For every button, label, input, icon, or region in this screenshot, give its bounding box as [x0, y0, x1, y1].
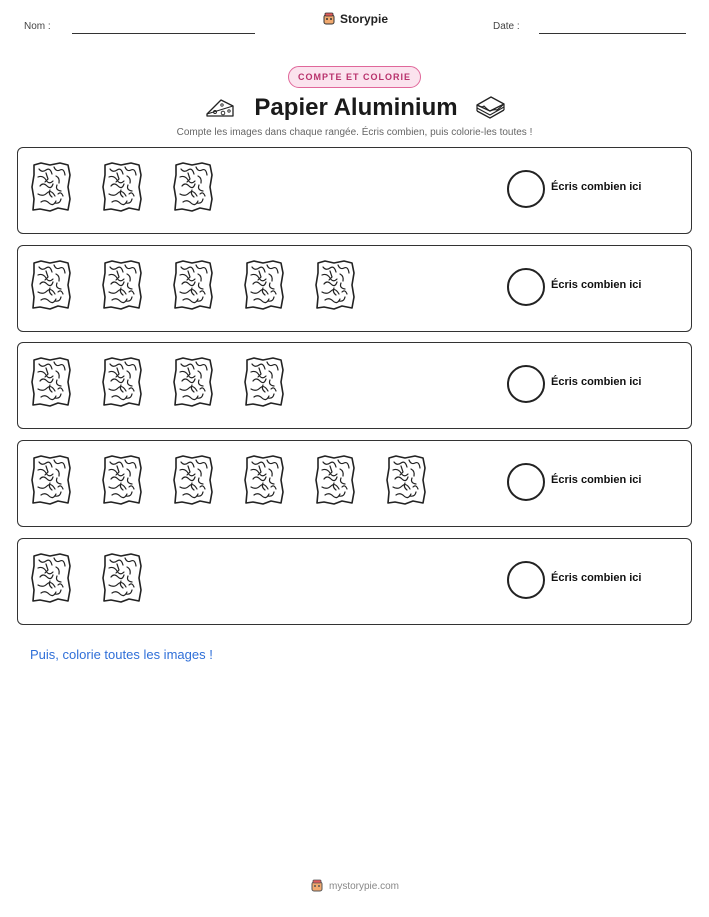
date-label: Date : [493, 21, 520, 32]
aluminium-foil-icon [243, 454, 285, 506]
aluminium-foil-icon [101, 161, 143, 213]
aluminium-foil-icon [172, 356, 214, 408]
answer-label: Écris combien ici [551, 474, 642, 486]
aluminium-foil-icon [30, 356, 72, 408]
footer [0, 879, 709, 893]
cheese-icon [205, 94, 235, 120]
counting-row [17, 440, 692, 527]
brand [322, 12, 388, 26]
aluminium-foil-icon [314, 259, 356, 311]
aluminium-foil-icon [243, 356, 285, 408]
aluminium-foil-icon [243, 259, 285, 311]
instructions-subtitle: Compte les images dans chaque rangée. Écris combien, puis colorie-les toutes ! [176, 127, 533, 138]
worksheet-header [0, 0, 709, 50]
counting-row [17, 147, 692, 234]
answer-circle[interactable] [507, 463, 545, 501]
counting-row [17, 245, 692, 332]
counting-row [17, 342, 692, 429]
answer-label: Écris combien ici [551, 376, 642, 388]
footer-url: mystorypie.com [328, 880, 399, 892]
category-badge: COMPTE ET COLORIE [288, 66, 421, 88]
aluminium-foil-icon [172, 161, 214, 213]
answer-circle[interactable] [507, 365, 545, 403]
coloring-instruction: Puis, colorie toutes les images ! [30, 647, 213, 662]
aluminium-foil-icon [101, 356, 143, 408]
answer-circle[interactable] [507, 170, 545, 208]
aluminium-foil-icon [314, 454, 356, 506]
sandwich-icon [474, 94, 506, 120]
counting-row [17, 538, 692, 625]
answer-label: Écris combien ici [551, 181, 642, 193]
aluminium-foil-icon [101, 552, 143, 604]
aluminium-foil-icon [30, 454, 72, 506]
page-title: Papier Aluminium [254, 94, 458, 121]
aluminium-foil-icon [385, 454, 427, 506]
aluminium-foil-icon [101, 259, 143, 311]
answer-circle[interactable] [507, 268, 545, 306]
aluminium-foil-icon [30, 161, 72, 213]
answer-label: Écris combien ici [551, 279, 642, 291]
aluminium-foil-icon [101, 454, 143, 506]
aluminium-foil-icon [172, 259, 214, 311]
aluminium-foil-icon [172, 454, 214, 506]
date-line [539, 33, 686, 34]
title-row [0, 92, 709, 124]
brand-name: Storypie [340, 12, 389, 26]
name-label: Nom : [24, 21, 51, 32]
storypie-logo-icon [322, 12, 336, 26]
aluminium-foil-icon [30, 552, 72, 604]
aluminium-foil-icon [30, 259, 72, 311]
answer-label: Écris combien ici [551, 572, 642, 584]
answer-circle[interactable] [507, 561, 545, 599]
storypie-logo-icon [310, 879, 324, 893]
name-line [72, 33, 255, 34]
